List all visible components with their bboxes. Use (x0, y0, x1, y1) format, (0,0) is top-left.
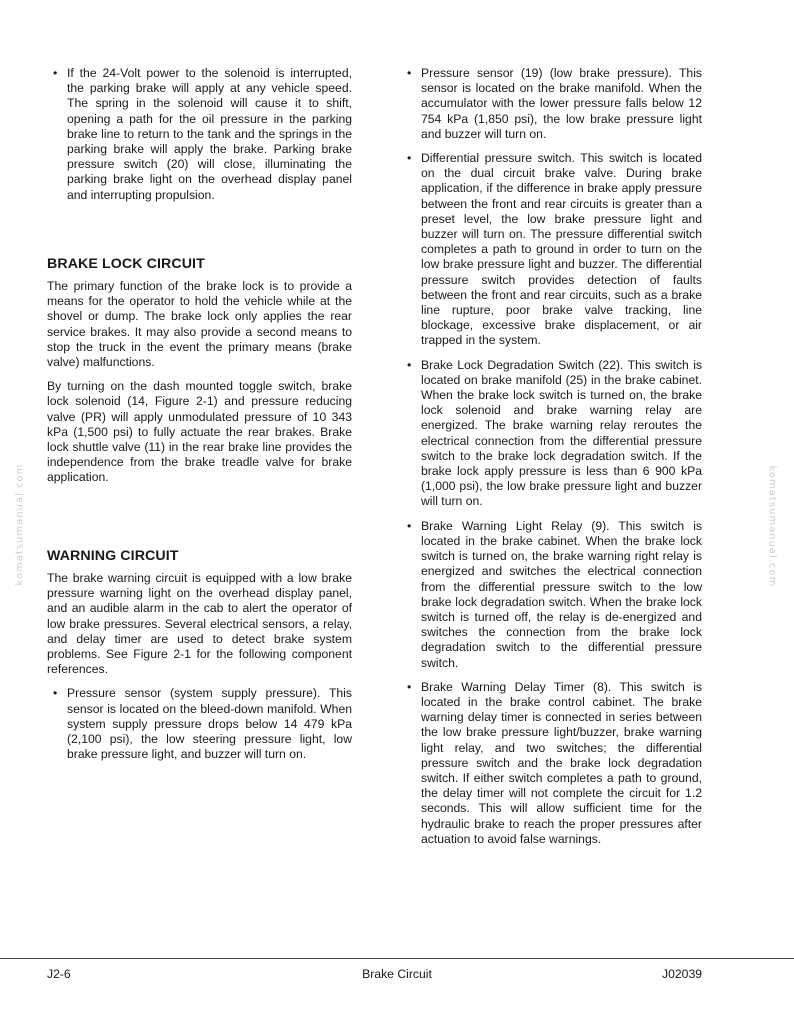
bullet-text: Brake Lock Degradation Switch (22). This switch is located on brake manifold (25) in the brake cabinet. When the brake lock switch is turned on, the brake lock solenoid and brake warning relay are energized. The brake warning relay reroutes the electrical connection from the differential pressure switch to the brake lock degradation switch. If the brake lock apply pressure is less than 6 900 kPa (1,000 psi), the low brake pressure light and buzzer will turn on. (421, 357, 702, 509)
bullet-item (401, 151, 702, 349)
paragraph: By turning on the dash mounted toggle switch, brake lock solenoid (14, Figure 2-1) and pressure reducing valve (PR) will apply unmodulated pressure of 10 343 kPa (1,500 psi) to fully actuate the rear brakes. Brake lock shuttle valve (11) in the rear brake line provides the independence from the brake treadle valve for brake application. (47, 379, 352, 485)
footer-divider (0, 958, 794, 959)
bullet-item (401, 519, 702, 671)
footer-doc-code: J02039 (662, 967, 702, 981)
left-column-intro (47, 66, 352, 212)
bullet-text: Brake Warning Delay Timer (8). This switch is located in the brake control cabinet. The brake warning delay timer is connected in series between the low brake pressure light/buzzer, brake warning light relay, and two switches; the differential pressure switch and the brake lock degradation switch. If either switch completes a path to ground, the delay timer will not complete the circuit for 1.2 seconds. This will allow sufficient time for the hydraulic brake to reach the proper pressures after actuation to avoid false warnings. (421, 679, 702, 846)
right-column (401, 66, 702, 856)
bullet-item (401, 680, 702, 847)
bullet-dot-icon: • (407, 679, 412, 694)
bullet-dot-icon: • (407, 66, 412, 80)
section-brake-lock (47, 255, 352, 495)
footer-page-number: J2-6 (47, 967, 71, 981)
section-warning-circuit (47, 547, 352, 771)
paragraph: The brake warning circuit is equipped with a low brake pressure warning light on the overhead display panel, and an audible alarm in the cab to alert the operator of low brake pressures. Several electrical sensors, a relay, and delay timer are used to detect brake system problems. See Figure 2-1 for the following component references. (47, 571, 352, 677)
bullet-dot-icon: • (53, 686, 58, 701)
bullet-item (47, 66, 352, 203)
bullet-text: Brake Warning Light Relay (9). This switch is located in the brake cabinet. When the brake lock switch is turned on, the brake warning right relay is energized and switches the electrical connection from the differential pressure switch to the low brake lock degradation switch. When the brake lock switch is turned off, the relay is de-energized and switches the connection from the brake lock degradation switch to the differential pressure switch. (421, 518, 702, 670)
bullet-text: Pressure sensor (system supply pressure). This sensor is located on the bleed-down manifold. When system supply pressure drops below 14 479 kPa (2,100 psi), the low steering pressure light, low brake pressure light, and buzzer will turn on. (67, 686, 352, 762)
section-heading: BRAKE LOCK CIRCUIT (47, 256, 205, 272)
bullet-dot-icon: • (53, 66, 58, 80)
footer-title: Brake Circuit (362, 967, 432, 981)
bullet-text: Pressure sensor (19) (low brake pressure). This sensor is located on the brake manifold. When the accumulator with the lower pressure falls below 12 754 kPa (1,850 psi), the low brake pressure light and buzzer will turn on. (421, 66, 702, 141)
bullet-text: If the 24-Volt power to the solenoid is interrupted, the parking brake will apply at any vehicle speed. The spring in the solenoid will cause it to shift, opening a path for the oil pressure in the parking brake line to return to the tank and the springs in the parking brake will apply the brake. Parking brake pressure switch (20) will close, illuminating the parking brake light on the overhead display panel and interrupting propulsion. (67, 66, 352, 202)
bullet-item (401, 66, 702, 142)
bullet-text: Differential pressure switch. This switch is located on the dual circuit brake valve. During brake application, if the difference in brake apply pressure between the front and rear circuits is greater than a preset level, the low brake pressure light and buzzer will turn on. The pressure differential switch completes a path to ground in order to turn on the low brake pressure light and buzzer. The differential pressure switch provides detection of faults between the front and rear circuits, such as a brake line rupture, poor brake valve tracking, line blockage, excessive brake displacement, or air trapped in the system. (421, 151, 702, 348)
section-heading: WARNING CIRCUIT (47, 548, 179, 564)
paragraph: The primary function of the brake lock is to provide a means for the operator to hold the vehicle while at the shovel or dump. The brake lock only applies the rear service brakes. It may also provide a second means to stop the truck in the event the primary means (brake valve) malfunctions. (47, 279, 352, 370)
bullet-item (401, 358, 702, 510)
watermark-left: komatsumanual.com (14, 463, 26, 586)
watermark-right: komatsumanual.com (766, 465, 778, 588)
bullet-dot-icon: • (407, 518, 412, 533)
bullet-item (47, 686, 352, 762)
bullet-dot-icon: • (407, 357, 412, 372)
bullet-dot-icon: • (407, 151, 412, 166)
